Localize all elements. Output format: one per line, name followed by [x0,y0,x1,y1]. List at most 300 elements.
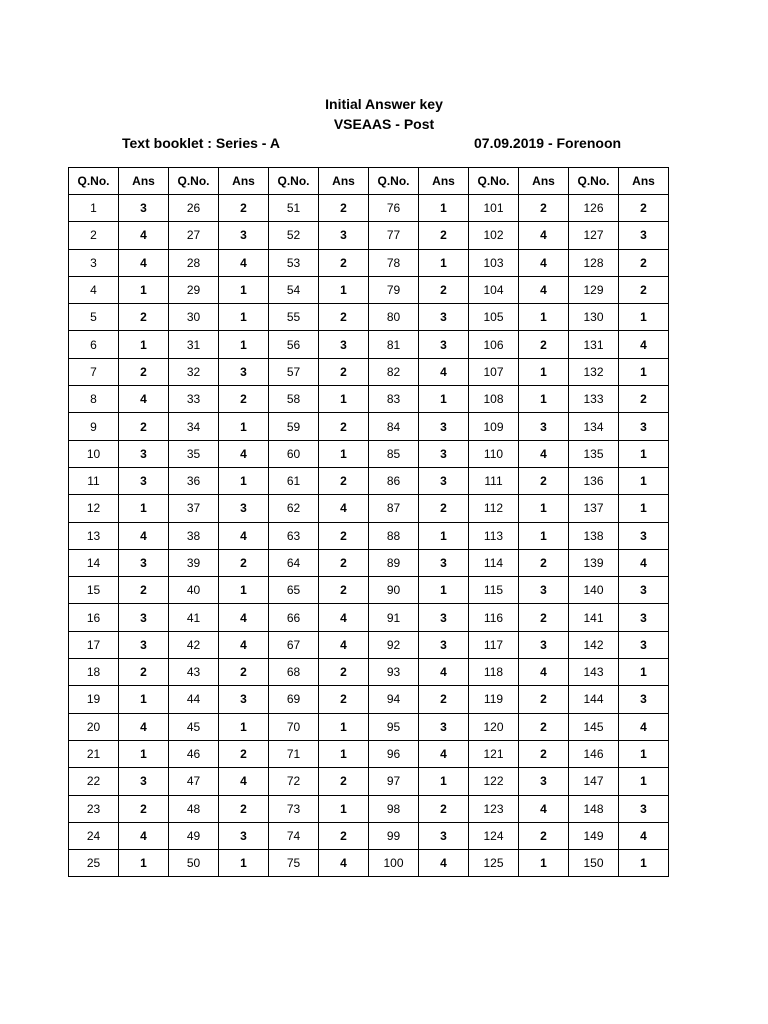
answer-cell: 2 [319,822,369,849]
answer-cell: 2 [519,604,569,631]
question-number-cell: 23 [69,795,119,822]
question-number-cell: 134 [569,413,619,440]
answer-cell: 4 [319,631,369,658]
question-number-cell: 98 [369,795,419,822]
question-number-cell: 94 [369,686,419,713]
question-number-cell: 121 [469,740,519,767]
answer-cell: 1 [619,304,669,331]
question-number-cell: 41 [169,604,219,631]
question-number-cell: 45 [169,713,219,740]
answer-cell: 1 [619,358,669,385]
question-number-cell: 52 [269,222,319,249]
question-number-cell: 115 [469,577,519,604]
answer-cell: 3 [519,768,569,795]
answer-cell: 2 [319,249,369,276]
answer-cell: 2 [519,331,569,358]
question-number-cell: 64 [269,549,319,576]
question-number-cell: 3 [69,249,119,276]
question-number-cell: 110 [469,440,519,467]
question-number-cell: 36 [169,467,219,494]
question-number-cell: 111 [469,467,519,494]
question-number-cell: 99 [369,822,419,849]
question-number-cell: 117 [469,631,519,658]
question-number-cell: 109 [469,413,519,440]
question-number-cell: 28 [169,249,219,276]
question-number-cell: 124 [469,822,519,849]
answer-cell: 4 [519,222,569,249]
answer-cell: 2 [319,549,369,576]
question-number-cell: 60 [269,440,319,467]
answer-cell: 3 [419,440,469,467]
question-number-cell: 100 [369,850,419,877]
answer-cell: 1 [519,386,569,413]
answer-cell: 1 [119,276,169,303]
table-row [69,713,669,740]
answer-cell: 2 [319,659,369,686]
answer-cell: 1 [519,358,569,385]
exam-date-session: 07.09.2019 - Forenoon [474,135,622,151]
answer-cell: 3 [619,631,669,658]
answer-cell: 1 [319,276,369,303]
answer-cell: 1 [219,276,269,303]
question-number-cell: 101 [469,195,519,222]
answer-cell: 4 [219,604,269,631]
answer-cell: 1 [219,467,269,494]
question-number-cell: 95 [369,713,419,740]
answer-cell: 2 [319,195,369,222]
answer-cell: 1 [519,495,569,522]
answer-cell: 2 [519,549,569,576]
answer-cell: 1 [319,440,369,467]
question-number-cell: 25 [69,850,119,877]
answer-cell: 4 [419,358,469,385]
answer-cell: 2 [219,549,269,576]
answer-cell: 4 [519,440,569,467]
answer-cell: 4 [519,795,569,822]
answer-cell: 1 [219,713,269,740]
table-row [69,304,669,331]
table-row [69,850,669,877]
table-row [69,686,669,713]
answer-cell: 1 [119,850,169,877]
answer-cell: 4 [119,713,169,740]
question-number-cell: 10 [69,440,119,467]
exam-name: VSEAAS - Post [333,116,435,132]
answer-cell: 1 [219,331,269,358]
question-number-cell: 2 [69,222,119,249]
answer-cell: 2 [219,659,269,686]
answer-cell: 4 [119,222,169,249]
answer-cell: 4 [119,522,169,549]
answer-cell: 2 [519,822,569,849]
answer-cell: 1 [419,577,469,604]
answer-cell: 2 [419,795,469,822]
answer-cell: 2 [219,740,269,767]
question-number-cell: 70 [269,713,319,740]
question-number-cell: 108 [469,386,519,413]
answer-cell: 3 [419,467,469,494]
question-number-cell: 29 [169,276,219,303]
answer-cell: 1 [119,495,169,522]
table-row [69,440,669,467]
question-number-cell: 114 [469,549,519,576]
question-number-cell: 58 [269,386,319,413]
question-number-cell: 140 [569,577,619,604]
question-number-cell: 97 [369,768,419,795]
answer-cell: 3 [219,222,269,249]
booklet-series: Text booklet : Series - A [122,135,280,151]
answer-cell: 4 [619,331,669,358]
answer-cell: 1 [419,249,469,276]
question-number-cell: 54 [269,276,319,303]
question-number-cell: 11 [69,467,119,494]
answer-cell: 3 [219,686,269,713]
table-row [69,386,669,413]
answer-cell: 1 [519,850,569,877]
question-number-cell: 51 [269,195,319,222]
answer-cell: 4 [419,850,469,877]
answer-cell: 3 [519,577,569,604]
column-header-qno: Q.No. [269,168,319,195]
question-number-cell: 31 [169,331,219,358]
question-number-cell: 68 [269,659,319,686]
answer-cell: 3 [119,467,169,494]
question-number-cell: 46 [169,740,219,767]
answer-cell: 3 [619,522,669,549]
question-number-cell: 141 [569,604,619,631]
question-number-cell: 78 [369,249,419,276]
question-number-cell: 16 [69,604,119,631]
question-number-cell: 91 [369,604,419,631]
answer-cell: 2 [119,577,169,604]
question-number-cell: 5 [69,304,119,331]
question-number-cell: 119 [469,686,519,713]
table-row [69,249,669,276]
answer-cell: 2 [319,358,369,385]
table-row [69,549,669,576]
answer-cell: 1 [519,304,569,331]
question-number-cell: 79 [369,276,419,303]
answer-cell: 4 [319,604,369,631]
answer-cell: 3 [219,822,269,849]
question-number-cell: 120 [469,713,519,740]
answer-cell: 3 [119,631,169,658]
answer-cell: 2 [319,413,369,440]
answer-cell: 3 [119,549,169,576]
question-number-cell: 59 [269,413,319,440]
column-header-ans: Ans [119,168,169,195]
question-number-cell: 20 [69,713,119,740]
question-number-cell: 84 [369,413,419,440]
question-number-cell: 12 [69,495,119,522]
question-number-cell: 17 [69,631,119,658]
question-number-cell: 102 [469,222,519,249]
question-number-cell: 62 [269,495,319,522]
answer-cell: 2 [319,467,369,494]
question-number-cell: 50 [169,850,219,877]
answer-cell: 3 [419,713,469,740]
answer-cell: 3 [619,222,669,249]
question-number-cell: 21 [69,740,119,767]
answer-cell: 2 [319,768,369,795]
answer-key-table [68,167,669,877]
question-number-cell: 133 [569,386,619,413]
answer-cell: 4 [619,822,669,849]
question-number-cell: 49 [169,822,219,849]
answer-cell: 3 [619,413,669,440]
question-number-cell: 129 [569,276,619,303]
column-header-qno: Q.No. [369,168,419,195]
answer-cell: 2 [519,713,569,740]
answer-cell: 3 [419,604,469,631]
answer-cell: 2 [319,522,369,549]
question-number-cell: 138 [569,522,619,549]
column-header-ans: Ans [419,168,469,195]
question-number-cell: 116 [469,604,519,631]
answer-cell: 4 [319,850,369,877]
question-number-cell: 127 [569,222,619,249]
answer-cell: 4 [319,495,369,522]
question-number-cell: 73 [269,795,319,822]
answer-cell: 2 [519,195,569,222]
answer-cell: 2 [419,495,469,522]
answer-cell: 3 [419,304,469,331]
column-header-ans: Ans [519,168,569,195]
answer-cell: 3 [519,413,569,440]
answer-cell: 1 [219,304,269,331]
answer-cell: 1 [219,413,269,440]
question-number-cell: 85 [369,440,419,467]
question-number-cell: 128 [569,249,619,276]
question-number-cell: 106 [469,331,519,358]
table-row [69,222,669,249]
question-number-cell: 18 [69,659,119,686]
column-header-ans: Ans [619,168,669,195]
question-number-cell: 14 [69,549,119,576]
answer-cell: 2 [519,467,569,494]
answer-cell: 4 [219,440,269,467]
question-number-cell: 80 [369,304,419,331]
question-number-cell: 22 [69,768,119,795]
question-number-cell: 30 [169,304,219,331]
answer-cell: 1 [319,386,369,413]
answer-cell: 4 [119,822,169,849]
question-number-cell: 40 [169,577,219,604]
question-number-cell: 142 [569,631,619,658]
question-number-cell: 69 [269,686,319,713]
column-header-ans: Ans [219,168,269,195]
question-number-cell: 19 [69,686,119,713]
answer-cell: 1 [619,495,669,522]
answer-cell: 1 [619,659,669,686]
question-number-cell: 144 [569,686,619,713]
question-number-cell: 103 [469,249,519,276]
question-number-cell: 15 [69,577,119,604]
answer-cell: 1 [619,768,669,795]
answer-cell: 1 [419,522,469,549]
question-number-cell: 88 [369,522,419,549]
answer-cell: 3 [619,795,669,822]
question-number-cell: 147 [569,768,619,795]
question-number-cell: 90 [369,577,419,604]
question-number-cell: 96 [369,740,419,767]
answer-cell: 2 [319,304,369,331]
answer-cell: 1 [119,740,169,767]
question-number-cell: 55 [269,304,319,331]
answer-cell: 3 [419,631,469,658]
answer-cell: 3 [619,577,669,604]
question-number-cell: 66 [269,604,319,631]
question-number-cell: 9 [69,413,119,440]
question-number-cell: 126 [569,195,619,222]
answer-cell: 1 [419,386,469,413]
question-number-cell: 136 [569,467,619,494]
question-number-cell: 32 [169,358,219,385]
answer-cell: 3 [419,413,469,440]
answer-cell: 4 [419,659,469,686]
question-number-cell: 112 [469,495,519,522]
column-header-ans: Ans [319,168,369,195]
answer-cell: 4 [119,249,169,276]
answer-cell: 1 [619,850,669,877]
answer-cell: 3 [219,495,269,522]
question-number-cell: 86 [369,467,419,494]
table-row [69,577,669,604]
table-row [69,413,669,440]
question-number-cell: 125 [469,850,519,877]
answer-cell: 3 [419,822,469,849]
answer-cell: 3 [319,331,369,358]
question-number-cell: 74 [269,822,319,849]
question-number-cell: 71 [269,740,319,767]
question-number-cell: 105 [469,304,519,331]
answer-cell: 2 [319,577,369,604]
question-number-cell: 24 [69,822,119,849]
question-number-cell: 131 [569,331,619,358]
question-number-cell: 72 [269,768,319,795]
question-number-cell: 61 [269,467,319,494]
question-number-cell: 56 [269,331,319,358]
question-number-cell: 4 [69,276,119,303]
table-row [69,331,669,358]
answer-cell: 1 [319,713,369,740]
answer-cell: 4 [219,631,269,658]
answer-cell: 3 [419,549,469,576]
question-number-cell: 7 [69,358,119,385]
question-number-cell: 44 [169,686,219,713]
answer-cell: 3 [519,631,569,658]
question-number-cell: 89 [369,549,419,576]
question-number-cell: 37 [169,495,219,522]
answer-cell: 3 [119,604,169,631]
table-row [69,604,669,631]
question-number-cell: 132 [569,358,619,385]
answer-cell: 2 [519,686,569,713]
question-number-cell: 65 [269,577,319,604]
question-number-cell: 122 [469,768,519,795]
answer-cell: 2 [119,358,169,385]
question-number-cell: 118 [469,659,519,686]
answer-cell: 1 [119,686,169,713]
question-number-cell: 104 [469,276,519,303]
question-number-cell: 92 [369,631,419,658]
answer-cell: 1 [619,440,669,467]
answer-cell: 2 [619,386,669,413]
answer-cell: 1 [319,795,369,822]
question-number-cell: 77 [369,222,419,249]
question-number-cell: 38 [169,522,219,549]
question-number-cell: 63 [269,522,319,549]
answer-cell: 2 [419,222,469,249]
answer-cell: 4 [419,740,469,767]
question-number-cell: 35 [169,440,219,467]
question-number-cell: 47 [169,768,219,795]
answer-cell: 3 [119,195,169,222]
answer-cell: 2 [419,686,469,713]
answer-cell: 3 [619,686,669,713]
column-header-qno: Q.No. [169,168,219,195]
question-number-cell: 87 [369,495,419,522]
question-number-cell: 149 [569,822,619,849]
table-row [69,795,669,822]
answer-cell: 2 [119,659,169,686]
answer-cell: 3 [619,604,669,631]
column-header-qno: Q.No. [469,168,519,195]
answer-cell: 4 [219,522,269,549]
table-row [69,358,669,385]
question-number-cell: 57 [269,358,319,385]
table-row [69,822,669,849]
question-number-cell: 83 [369,386,419,413]
answer-cell: 3 [119,440,169,467]
table-row [69,768,669,795]
question-number-cell: 137 [569,495,619,522]
answer-cell: 2 [219,195,269,222]
answer-cell: 1 [319,740,369,767]
question-number-cell: 8 [69,386,119,413]
question-number-cell: 123 [469,795,519,822]
answer-cell: 2 [119,795,169,822]
question-number-cell: 146 [569,740,619,767]
answer-cell: 2 [219,795,269,822]
column-header-qno: Q.No. [69,168,119,195]
table-body [69,195,669,877]
question-number-cell: 13 [69,522,119,549]
table-row [69,495,669,522]
answer-cell: 4 [219,249,269,276]
table-row [69,276,669,303]
answer-cell: 2 [619,195,669,222]
table-row [69,740,669,767]
question-number-cell: 48 [169,795,219,822]
question-number-cell: 53 [269,249,319,276]
answer-cell: 1 [419,768,469,795]
question-number-cell: 67 [269,631,319,658]
question-number-cell: 26 [169,195,219,222]
answer-cell: 2 [219,386,269,413]
answer-cell: 4 [619,549,669,576]
answer-cell: 1 [419,195,469,222]
answer-cell: 1 [119,331,169,358]
question-number-cell: 81 [369,331,419,358]
question-number-cell: 6 [69,331,119,358]
answer-cell: 4 [519,276,569,303]
table-row [69,195,669,222]
question-number-cell: 34 [169,413,219,440]
question-number-cell: 42 [169,631,219,658]
question-number-cell: 148 [569,795,619,822]
answer-cell: 1 [619,467,669,494]
